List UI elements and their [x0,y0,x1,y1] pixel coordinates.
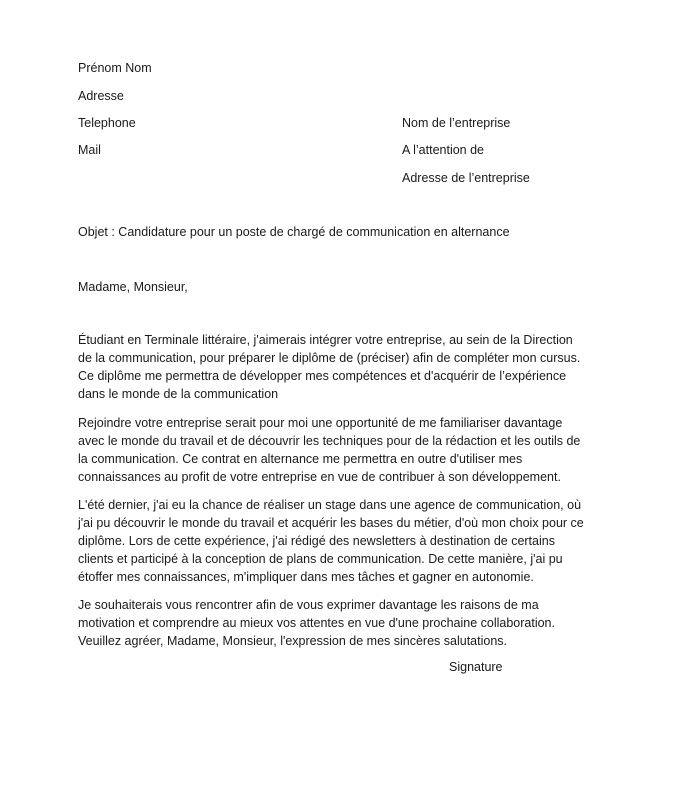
paragraph-line: j'ai pu découvrir le monde du travail et acquérir les bases du métier, d'où mon choix pour ce [78,516,584,530]
paragraph-line: la communication. Ce contrat en alternance me permettra en outre d'utiliser mes [78,452,523,466]
signature: Signature [449,660,503,674]
paragraph-line: motivation et comprendre au mieux vos attentes en vue d'une prochaine collaboration. [78,616,555,630]
sender-mail: Mail [78,143,101,157]
paragraph-line: L'été dernier, j'ai eu la chance de réaliser un stage dans une agence de communication, où [78,498,582,512]
letter-greeting: Madame, Monsieur, [78,280,188,294]
sender-phone: Telephone [78,116,136,130]
paragraph-line: étoffer mes connaissances, m'impliquer dans mes tâches et gagner en autonomie. [78,570,534,584]
sender-name: Prénom Nom [78,61,152,75]
paragraph-line: de la communication, pour préparer le diplôme de (préciser) afin de compléter mon cursus. [78,351,581,365]
letter-subject: Objet : Candidature pour un poste de chargé de communication en alternance [78,225,510,239]
body-paragraph-2 [78,414,608,486]
recipient-company: Nom de l’entreprise [402,116,511,130]
paragraph-line: Je souhaiterais vous rencontrer afin de vous exprimer davantage les raisons de ma [78,598,539,612]
paragraph-line: Étudiant en Terminale littéraire, j'aimerais intégrer votre entreprise, au sein de la Direction [78,333,573,347]
paragraph-line: connaissances au profit de votre entreprise en vue de contribuer à son développement. [78,470,561,484]
paragraph-line: clients et participé à la conception de plans de communication. De cette manière, j'ai pu [78,552,563,566]
paragraph-line: avec le monde du travail et de découvrir les techniques pour de la rédaction et les outils de [78,434,581,448]
paragraph-line: diplôme. Lors de cette expérience, j'ai rédigé des newsletters à destination de certains [78,534,555,548]
body-paragraph-4 [78,596,608,650]
paragraph-line: Rejoindre votre entreprise serait pour moi une opportunité de me familiariser davantage [78,416,563,430]
recipient-address: Adresse de l’entreprise [402,171,530,185]
recipient-attention: A l’attention de [402,143,485,157]
paragraph-line: Ce diplôme me permettra de développer mes compétences et d'acquérir de l’expérience [78,369,567,383]
paragraph-line: dans le monde de la communication [78,387,279,401]
paragraph-line: Veuillez agréer, Madame, Monsieur, l'expression de mes sincères salutations. [78,634,507,648]
body-paragraph-1 [78,331,608,403]
body-paragraph-3 [78,496,608,586]
sender-address: Adresse [78,89,124,103]
